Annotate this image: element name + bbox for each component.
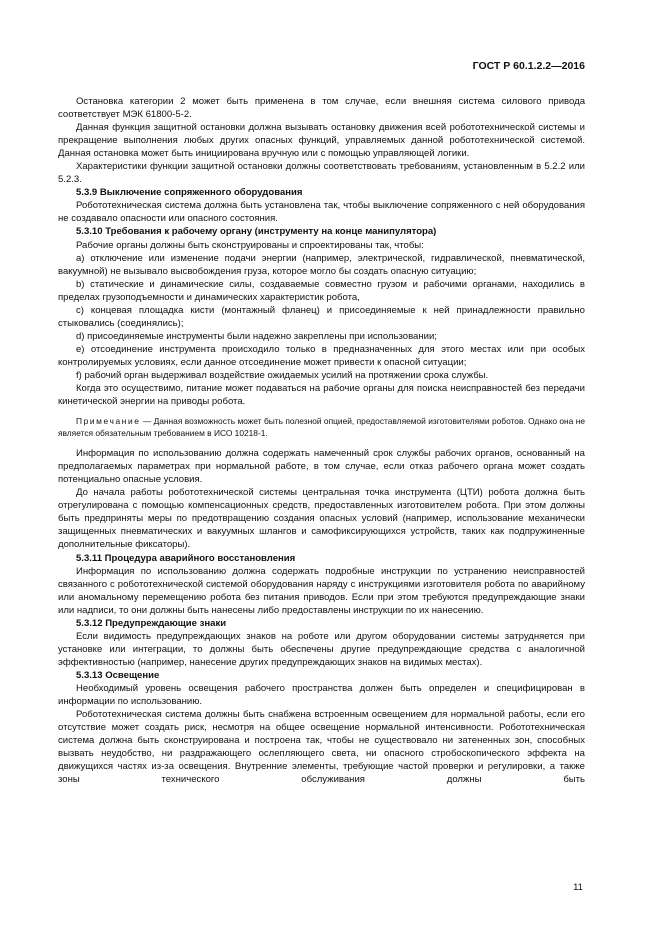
document-id: ГОСТ Р 60.1.2.2—2016 xyxy=(472,60,585,72)
document-body xyxy=(58,95,585,786)
paragraph: Информация по использованию должна содержать подробные инструкции по устранению неисправностей связанного с робототехнической системой оборудования наряду с инструкциями изготовителя робота по аварийному или аномальному перемещению робота без питания приводов. Если при этом требуются предупреждающие знаки или надписи, то они должны быть нанесены либо предоставлены инструкции по их нанесению. xyxy=(58,565,585,616)
paragraph: Робототехническая система должна быть установлена так, чтобы выключение сопряженного с ней оборудования не создавало опасности или опасного состояния. xyxy=(58,200,585,225)
paragraph: Характеристики функции защитной остановки должны соответствовать требованиям, установленным в 5.2.2 или 5.2.3. xyxy=(58,161,585,186)
section-heading-5-3-11: 5.3.11 Процедура аварийного восстановления xyxy=(76,552,296,564)
list-item: d) присоединяемые инструменты были надежно закреплены при использовании; xyxy=(76,330,437,342)
note-text: — Данная возможность может быть полезной опцией, предоставляемой изготовителями роботов. Однако она не является обязательным требованием в ИСО 10218-1. xyxy=(58,416,585,439)
section-heading-5-3-12: 5.3.12 Предупреждающие знаки xyxy=(76,617,227,629)
list-item: c) концевая площадка кисти (монтажный фланец) и присоединяемые к ней принадлежности правильно стыковались (соединялись); xyxy=(58,304,585,329)
note-label: Примечание xyxy=(76,416,141,427)
section-heading-5-3-10: 5.3.10 Требования к рабочему органу (инструменту на конце манипулятора) xyxy=(76,226,437,238)
list-item: e) отсоединение инструмента происходило только в предназначенных для этого местах или при особых контролируемых условиях, если данное отсоединение может привести к опасной ситуации; xyxy=(58,343,585,368)
list-item: f) рабочий орган выдерживал воздействие ожидаемых усилий на протяжении срока службы. xyxy=(76,369,489,381)
paragraph: Данная функция защитной остановки должна вызывать остановку движения всей робототехнической системы и прекращение выполнения любых других опасных функций, управляемых данной робототехнической системой. Данная остановка может быть инициирована вручную или с помощью управляющей логики. xyxy=(58,122,585,160)
section-heading-5-3-13: 5.3.13 Освещение xyxy=(76,669,160,681)
paragraph: Необходимый уровень освещения рабочего пространства должен быть определен и специфицирован в информации по использованию. xyxy=(58,682,585,708)
paragraph: Когда это осуществимо, питание может подаваться на рабочие органы для поиска неисправностей без передачи кинетической энергии на приводы робота. xyxy=(58,383,585,408)
paragraph: Рабочие органы должны быть сконструированы и спроектированы так, чтобы: xyxy=(76,239,424,251)
paragraph: До начала работы робототехнической системы центральная точка инструмента (ЦТИ) робота должна быть отрегулирована с помощью компенсационных средств, предоставленных изготовителем робота. При этом должны быть предприняты меры по предотвращению создания опасных условий (например, использование механически защищенных пневматических и вакуумных шлангов и самофиксирующихся устройств, таких как подпружиненные дополнительные фиксаторы). xyxy=(58,487,585,551)
list-item: a) отключение или изменение подачи энергии (например, электрической, гидравлической, пневматической, вакуумной) не вызывало высвобождения груза, которое могло бы создать опасную ситуацию; xyxy=(58,252,585,277)
section-heading-5-3-9: 5.3.9 Выключение сопряженного оборудования xyxy=(76,187,303,199)
note xyxy=(58,415,585,439)
paragraph: Если видимость предупреждающих знаков на роботе или другом оборудовании системы затрудняется при установке или интеграции, то должны быть обеспечены другие предупреждающие средства с аналогичной эффективностью (например, нанесение других предупреждающих знаков на видимых местах). xyxy=(58,630,585,668)
list-item: b) статические и динамические силы, создаваемые совместно грузом и рабочими органами, находились в пределах грузоподъемности и динамических характеристик робота, xyxy=(58,278,585,303)
paragraph: Робототехническая система должны быть снабжена встроенным освещением для нормальной работы, если его отсутствие может создать риск, несмотря на общее освещение нормальной интенсивности. Робототехническая система должна быть сконструирована и построена так, чтобы не существовало ни затененных зон, способных вызвать неудобство, ни раздражающего ослепляющего света, ни опасного стробоскопического эффекта на движущихся частях из-за освещения. Внутренние элементы, требующие частой проверки и регулировки, а также зоны технического обслуживания должны быть xyxy=(58,709,585,786)
paragraph: Информация по использованию должна содержать намеченный срок службы рабочих органов, основанный на предполагаемых параметрах при нормальной работе, в том случае, если отказ рабочего органа может создать потенциально опасные условия. xyxy=(58,448,585,486)
paragraph: Остановка категории 2 может быть применена в том случае, если внешняя система силового привода соответствует МЭК 61800-5-2. xyxy=(58,96,585,121)
page-number: 11 xyxy=(573,882,583,893)
